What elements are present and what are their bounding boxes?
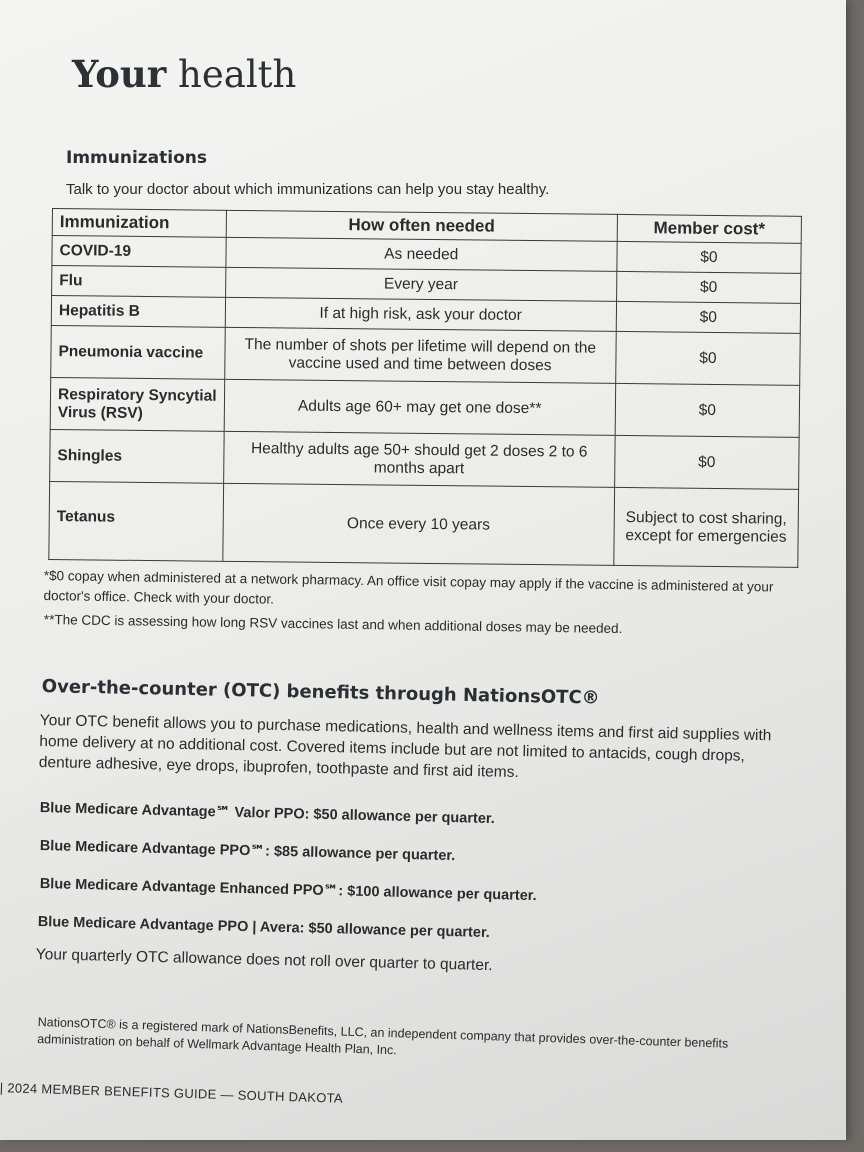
immunization-name: Hepatitis B [51, 296, 225, 328]
immunization-frequency: Adults age 60+ may get one dose** [224, 379, 616, 435]
plan-valor: Blue Medicare Advantage℠ Valor PPO: $50 allowance per quarter. [39, 800, 495, 828]
page-title [72, 52, 296, 96]
immunizations-intro: Talk to your doctor about which immunizations can help you stay healthy. [66, 181, 550, 198]
immunization-frequency: As needed [226, 237, 618, 271]
immunization-frequency: The number of shots per lifetime will depend on the vaccine used and time between doses [224, 327, 616, 383]
immunization-name: Shingles [50, 429, 224, 483]
immunization-name: Tetanus [49, 481, 223, 561]
table-row [51, 325, 801, 385]
immunization-cost: $0 [615, 383, 800, 437]
immunization-cost: Subject to cost sharing, except for emergencies [614, 487, 799, 567]
otc-heading: Over-the-counter (OTC) benefits through NationsOTC® [41, 676, 600, 709]
page-title-bold: Your [72, 52, 167, 96]
immunization-cost: $0 [616, 331, 801, 385]
table-row [50, 377, 800, 437]
immunizations-table [48, 208, 802, 568]
table-row [49, 481, 799, 567]
page-title-rest: health [166, 53, 297, 96]
immunization-cost: $0 [617, 241, 801, 273]
immunization-frequency: Every year [225, 267, 617, 301]
footnote-rsv: **The CDC is assessing how long RSV vaccines last and when additional doses may be needed. [43, 612, 623, 637]
footnote-copay: *$0 copay when administered at a network pharmacy. An office visit copay may apply if the vaccine is administered at your doctor's office. Check with your doctor. [43, 567, 774, 607]
plan-avera: Blue Medicare Advantage PPO | Avera: $50 allowance per quarter. [37, 914, 490, 942]
immunizations-heading: Immunizations [66, 148, 208, 168]
page-footer: | 2024 MEMBER BENEFITS GUIDE — SOUTH DAKOTA [0, 1080, 344, 1106]
legal-notice: NationsOTC® is a registered mark of NationsBenefits, LLC, an independent company that provides over-the-counter benefits administration on behalf of Wellmark Advantage Health Plan, Inc. [36, 1014, 729, 1058]
immunization-cost: $0 [616, 301, 800, 333]
column-header-frequency: How often needed [226, 210, 617, 241]
plan-ppo: Blue Medicare Advantage PPO℠: $85 allowance per quarter. [39, 838, 456, 865]
otc-description: Your OTC benefit allows you to purchase medications, health and wellness items and first aid supplies with home delivery at no additional cost. Covered items include but are not limited to antacids, cough drops, denture adhesive, eye drops, ibuprofen, toothpaste and first aid items. [38, 711, 772, 782]
table-row [50, 429, 800, 489]
immunization-frequency: Healthy adults age 50+ should get 2 doses 2 to 6 months apart [223, 431, 615, 487]
otc-rollover-note: Your quarterly OTC allowance does not roll over quarter to quarter. [35, 946, 493, 975]
immunization-name: COVID-19 [52, 236, 226, 268]
immunization-name: Flu [52, 266, 226, 298]
immunization-name: Pneumonia vaccine [51, 325, 225, 379]
immunization-name: Respiratory Syncytial Virus (RSV) [50, 377, 224, 431]
column-header-cost: Member cost* [617, 214, 801, 243]
immunization-cost: $0 [616, 271, 800, 303]
plan-enhanced: Blue Medicare Advantage Enhanced PPO℠: $100 allowance per quarter. [39, 876, 537, 905]
immunization-cost: $0 [614, 435, 799, 489]
column-header-immunization: Immunization [52, 209, 226, 238]
immunization-frequency: If at high risk, ask your doctor [225, 297, 617, 331]
immunization-frequency: Once every 10 years [222, 483, 614, 565]
